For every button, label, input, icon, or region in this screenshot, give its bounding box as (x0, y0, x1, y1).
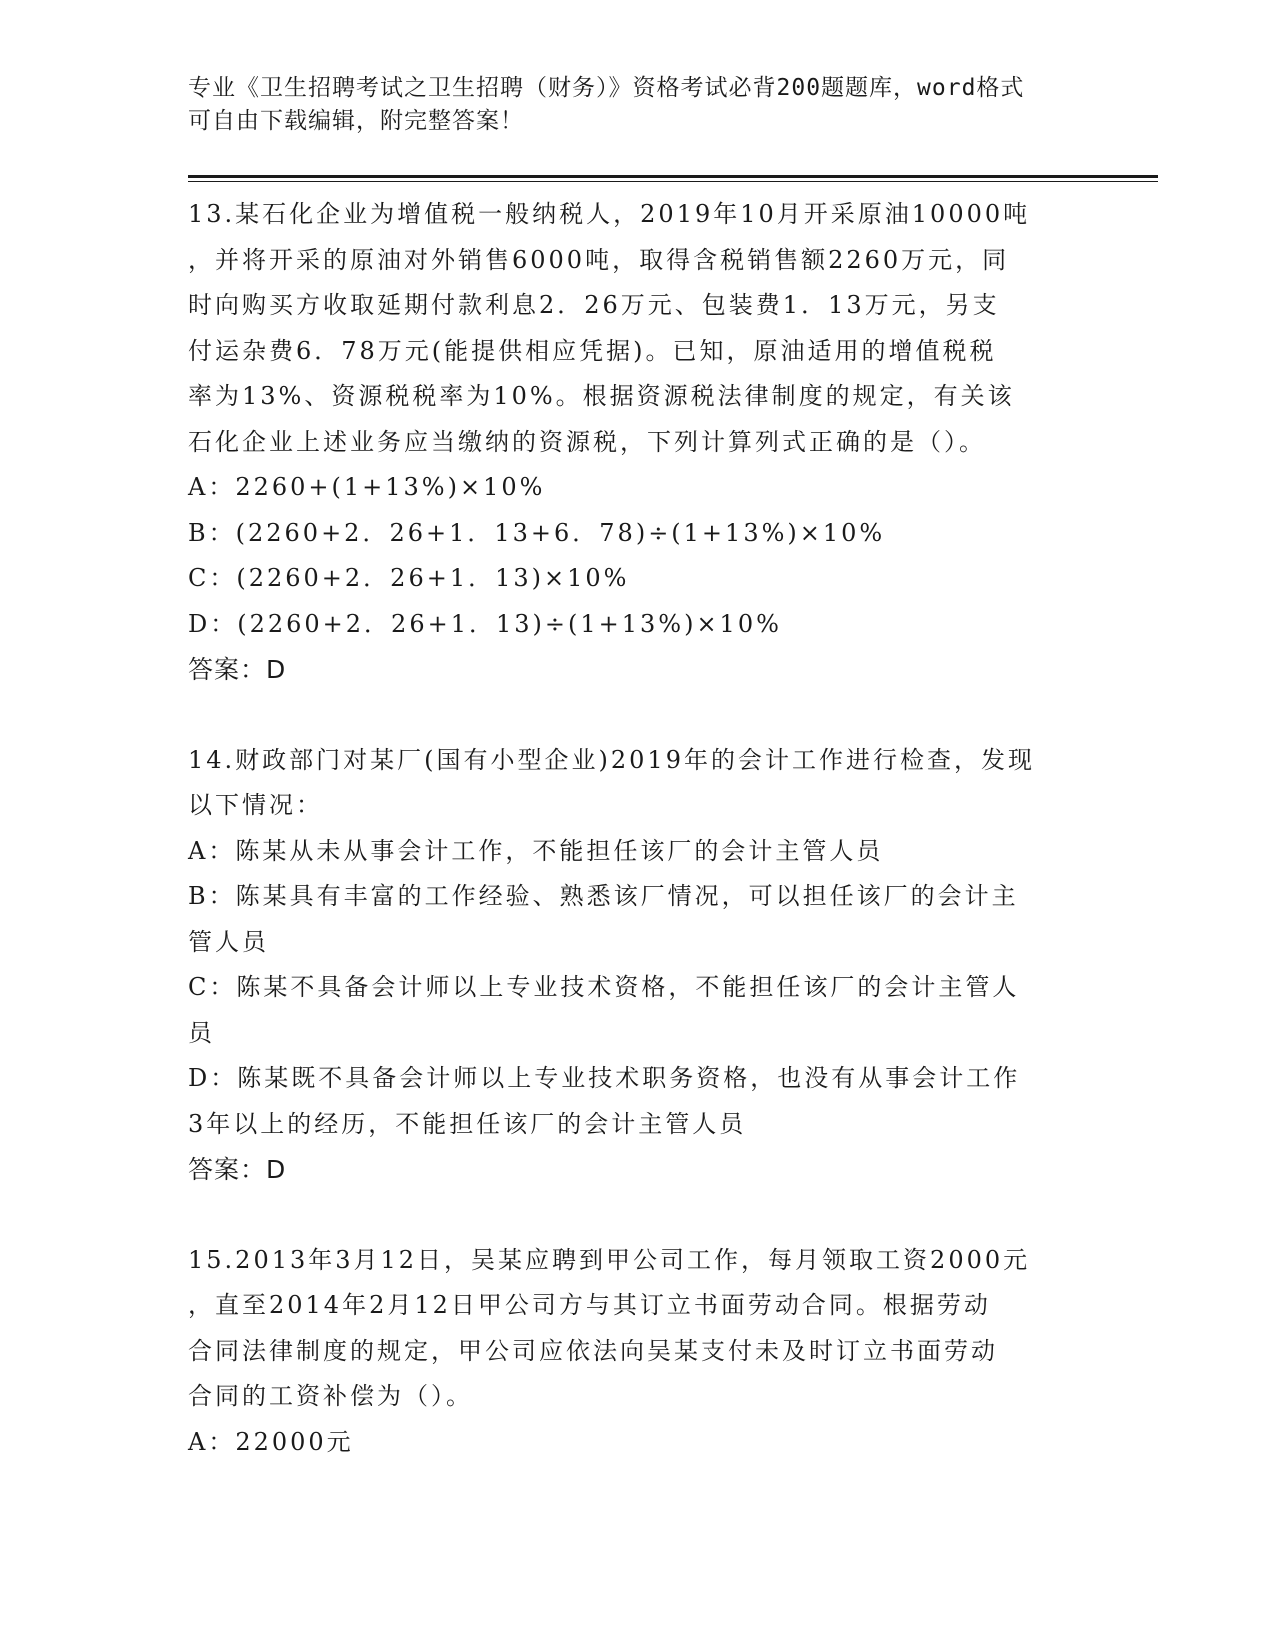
question-text-line: ，并将开采的原油对外销售6000吨，取得含税销售额2260万元，同 (188, 245, 1010, 274)
option-d-continued: 3年以上的经历，不能担任该厂的会计主管人员 (188, 1109, 747, 1138)
document-header (188, 72, 1088, 138)
question-text-line: 合同法律制度的规定，甲公司应依法向吴某支付未及时订立书面劳动 (188, 1336, 998, 1365)
question-text-line: 15.2013年3月12日，吴某应聘到甲公司工作，每月领取工资2000元 (188, 1245, 1031, 1274)
answer-line: 答案：D (188, 1155, 287, 1184)
question-list (188, 192, 1088, 1465)
option-c-continued: 员 (188, 1018, 215, 1047)
header-line-1: 专业《卫生招聘考试之卫生招聘（财务）》资格考试必背200题题库，word格式 (188, 75, 1025, 101)
option-b: B：(2260+2．26+1．13+6．78)÷(1+13%)×10% (188, 518, 886, 547)
option-b-continued: 管人员 (188, 927, 269, 956)
option-d: D：(2260+2．26+1．13)÷(1+13%)×10% (188, 609, 782, 638)
question-text-line: 时向购买方收取延期付款利息2．26万元、包装费1．13万元，另支 (188, 291, 1000, 319)
question-14 (188, 738, 1088, 1193)
question-spacer (188, 1193, 1088, 1238)
option-c: C：(2260+2．26+1．13)×10% (188, 564, 630, 592)
question-15 (188, 1238, 1088, 1466)
question-text-line: 石化企业上述业务应当缴纳的资源税，下列计算列式正确的是（）。 (188, 427, 986, 456)
option-a: A：22000元 (188, 1427, 354, 1456)
question-spacer (188, 693, 1088, 738)
option-c: C：陈某不具备会计师以上专业技术资格，不能担任该厂的会计主管人 (188, 973, 1020, 1001)
question-text-line: ，直至2014年2月12日甲公司方与其订立书面劳动合同。根据劳动 (188, 1291, 991, 1319)
option-d: D：陈某既不具备会计师以上专业技术职务资格，也没有从事会计工作 (188, 1064, 1021, 1092)
header-line-2: 可自由下载编辑，附完整答案！ (188, 108, 524, 134)
answer-line: 答案：D (188, 655, 287, 684)
header-rule-thick (188, 175, 1158, 178)
question-text-line: 付运杂费6．78万元(能提供相应凭据)。已知，原油适用的增值税税 (188, 336, 997, 365)
option-a: A：陈某从未从事会计工作，不能担任该厂的会计主管人员 (188, 836, 884, 865)
question-text-line: 以下情况： (188, 791, 323, 819)
question-text-line: 合同的工资补偿为（）。 (188, 1382, 473, 1410)
question-text-line: 13.某石化企业为增值税一般纳税人，2019年10月开采原油10000吨 (188, 200, 1031, 228)
option-b: B：陈某具有丰富的工作经验、熟悉该厂情况，可以担任该厂的会计主 (188, 882, 1019, 910)
question-text-line: 率为13%、资源税税率为10%。根据资源税法律制度的规定，有关该 (188, 382, 1015, 410)
question-13 (188, 192, 1088, 693)
question-text-line: 14.财政部门对某厂(国有小型企业)2019年的会计工作进行检查，发现 (188, 745, 1035, 774)
option-a: A：2260+(1+13%)×10% (188, 473, 546, 501)
header-rule-thin (188, 181, 1158, 182)
